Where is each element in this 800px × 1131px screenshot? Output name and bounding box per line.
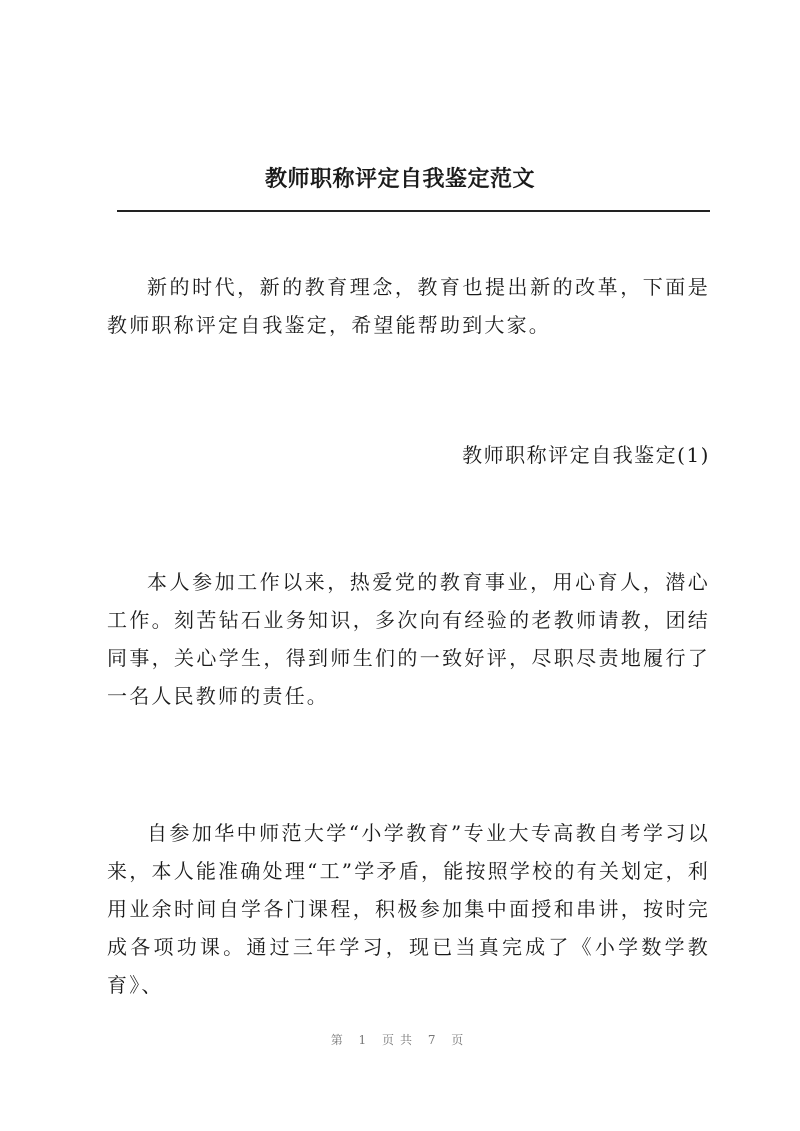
intro-paragraph: 新的时代，新的教育理念，教育也提出新的改革，下面是教师职称评定自我鉴定，希望能帮助到大家。 <box>107 275 710 337</box>
document-title: 教师职称评定自我鉴定范文 <box>264 166 535 192</box>
page-number-footer: 第 1 页共 7 页 <box>330 1033 470 1047</box>
body-paragraph-1: 本人参加工作以来，热爱党的教育事业，用心育人，潜心工作。刻苦钻石业务知识，多次向有经验的老教师请教，团结同事，关心学生，得到师生们的一致好评，尽职尽责地履行了一名人民教师的责任。 <box>107 570 710 708</box>
body-paragraph-2: 自参加华中师范大学“小学教育”专业大专高教自考学习以来，本人能准确处理“工”学矛盾，能按照学校的有关划定，利用业余时间自学各门课程，积极参加集中面授和串讲，按时完成各项功课。通过三年学习，现已当真完成了《小学数学教育》、 <box>107 821 710 997</box>
section-heading: 教师职称评定自我鉴定(1) <box>462 443 710 467</box>
title-underline <box>117 210 710 212</box>
